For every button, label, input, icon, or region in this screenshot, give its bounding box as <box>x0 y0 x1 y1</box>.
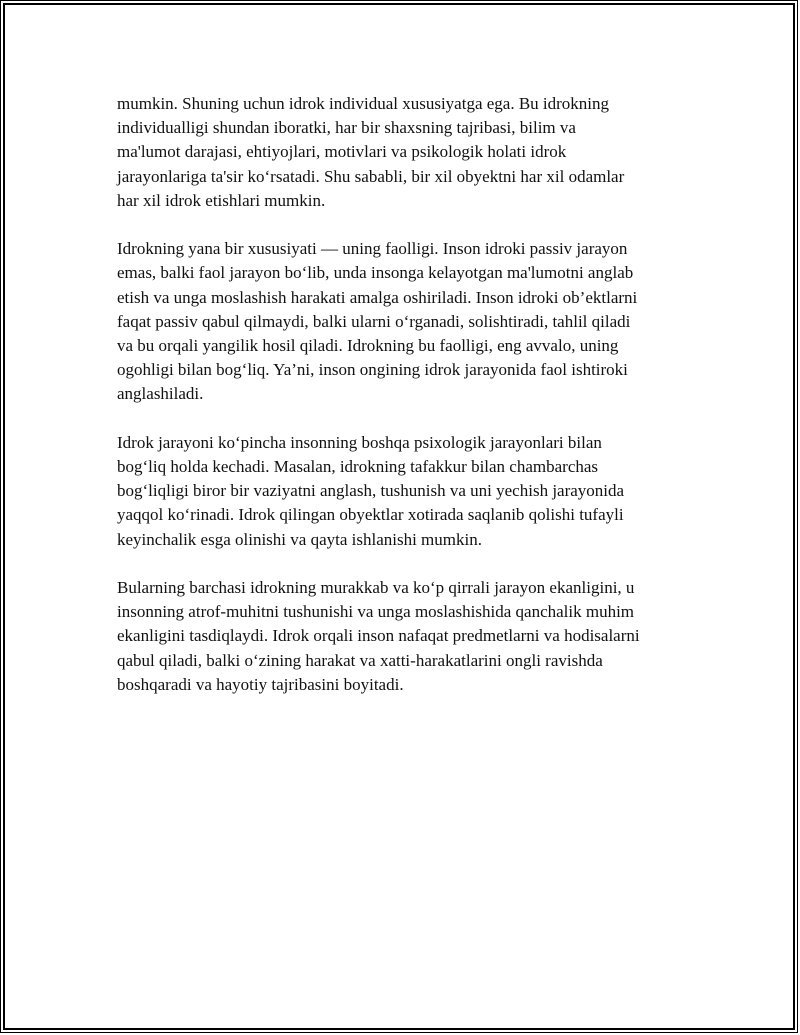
paragraph-2: Idrokning yana bir xususiyati — uning faolligi. Inson idroki passiv jarayon emas, balki faol jarayon boʻlib, unda insonga kelayotgan ma'lumotni anglab etish va unga moslashish harakati amalga oshiriladi. Inson idroki ob’ektlarni faqat passiv qabul qilmaydi, balki ularni oʻrganadi, solishtiradi, tahlil qiladi va bu orqali yangilik hosil qiladi. Idrokning bu faolligi, eng avvalo, uning ogohligi bilan bogʻliq. Ya’ni, inson ongining idrok jarayonida faol ishtiroki anglashiladi. <box>117 239 638 404</box>
document-body <box>117 92 697 721</box>
paragraph-1: mumkin. Shuning uchun idrok individual xususiyatga ega. Bu idrokning individualligi shundan iboratki, har bir shaxsning tajribasi, bilim va ma'lumot darajasi, ehtiyojlari, motivlari va psikologik holati idrok jarayonlariga ta'sir koʻrsatadi. Shu sababli, bir xil obyektni har xil odamlar har xil idrok etishlari mumkin. <box>117 94 625 210</box>
paragraph-3: Idrok jarayoni koʻpincha insonning boshqa psixologik jarayonlari bilan bogʻliq holda kechadi. Masalan, idrokning tafakkur bilan chambarchas bogʻliqligi biror bir vaziyatni anglash, tushunish va uni yechish jarayonida yaqqol koʻrinadi. Idrok qilingan obyektlar xotirada saqlanib qolishi tufayli keyinchalik esga olinishi va qayta ishlanishi mumkin. <box>117 432 625 549</box>
paragraph-4: Bularning barchasi idrokning murakkab va koʻp qirrali jarayon ekanligini, u insonning atrof-muhitni tushunishi va unga moslashishida qanchalik muhim ekanligini tasdiqlaydi. Idrok orqali inson nafaqat predmetlarni va hodisalarni qabul qiladi, balki oʻzining harakat va xatti-harakatlarini ongli ravishda boshqaradi va hayotiy tajribasini boyitadi. <box>117 578 640 694</box>
